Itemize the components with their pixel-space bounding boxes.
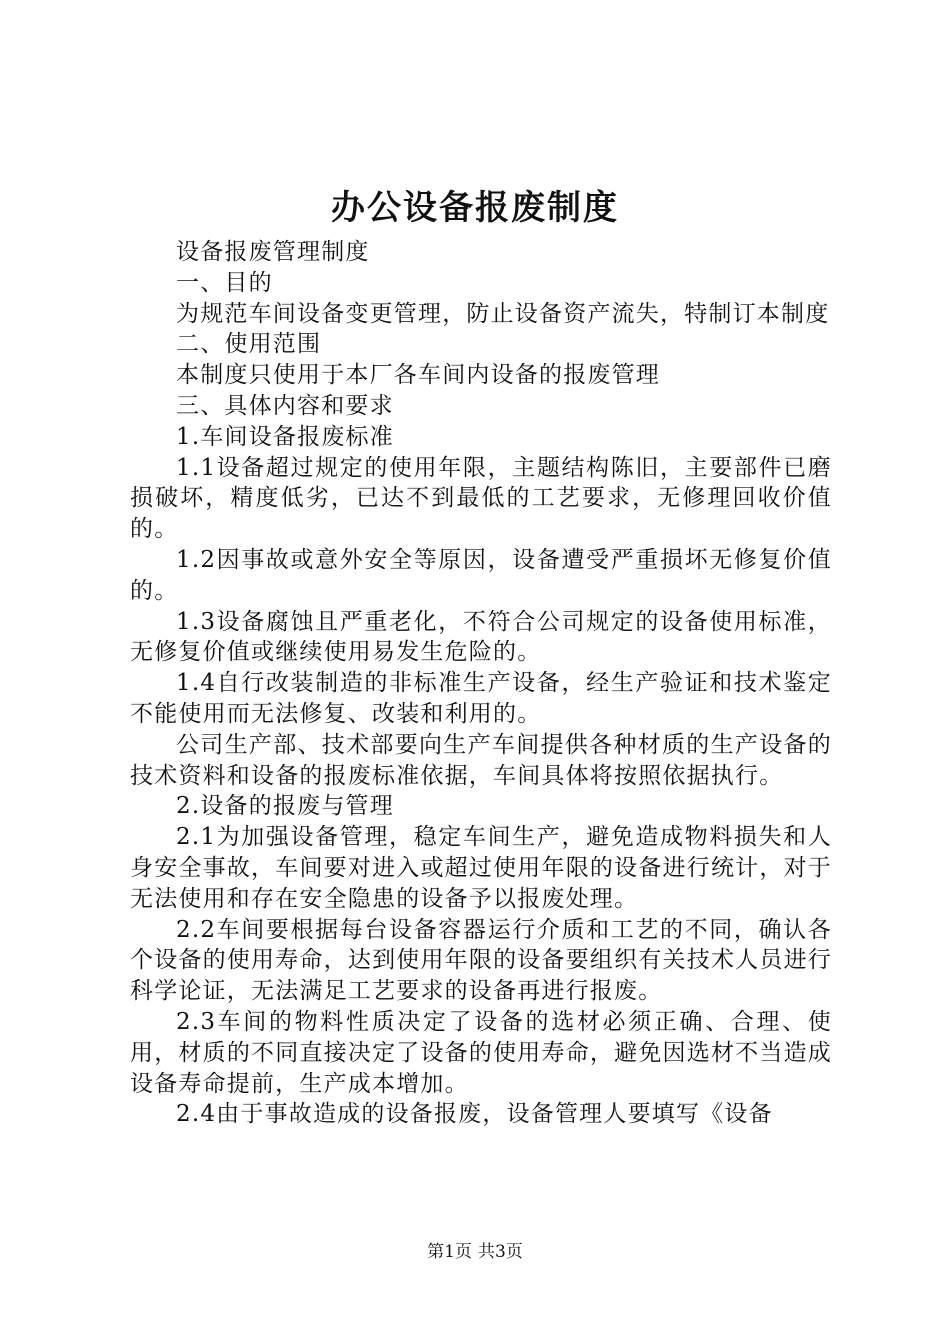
subsection-heading-standards: 1.车间设备报废标准	[176, 423, 394, 450]
document-body	[130, 237, 832, 1130]
paragraph-1-3: 1.3设备腐蚀且严重老化，不符合公司规定的设备使用标准，无修复价值或继续使用易发生危险的。	[130, 608, 832, 666]
section-heading-scope: 二、使用范围	[176, 331, 322, 358]
paragraph-1-1: 1.1设备超过规定的使用年限，主题结构陈旧，主要部件已磨损破坏，精度低劣，已达不到最低的工艺要求，无修理回收价值的。	[130, 454, 832, 543]
paragraph-2-3: 2.3车间的物料性质决定了设备的选材必须正确、合理、使用，材质的不同直接决定了设备的使用寿命，避免因选材不当造成设备寿命提前，生产成本增加。	[130, 1008, 832, 1097]
page-total: 共3页	[478, 1242, 523, 1262]
paragraph-standards-note: 公司生产部、技术部要向生产车间提供各种材质的生产设备的技术资料和设备的报废标准依据，车间具体将按照依据执行。	[130, 731, 832, 789]
page-number: 第1页	[427, 1242, 472, 1262]
paragraph-purpose: 为规范车间设备变更管理，防止设备资产流失，特制订本制度	[176, 300, 830, 327]
page-footer	[0, 1240, 950, 1264]
paragraph-1-4: 1.4自行改装制造的非标准生产设备，经生产验证和技术鉴定不能使用而无法修复、改装和利用的。	[130, 670, 832, 727]
paragraph-heading: 设备报废管理制度	[176, 239, 370, 265]
paragraph-1-2: 1.2因事故或意外安全等原因，设备遭受严重损坏无修复价值的。	[130, 546, 832, 604]
paragraph-2-4: 2.4由于事故造成的设备报废，设备管理人要填写《设备	[176, 1101, 773, 1128]
paragraph-2-2: 2.2车间要根据每台设备容器运行介质和工艺的不同，确认各个设备的使用寿命，达到使用年限的设备要组织有关技术人员进行科学论证，无法满足工艺要求的设备再进行报废。	[130, 916, 832, 1005]
section-heading-requirements: 三、具体内容和要求	[176, 392, 394, 419]
section-heading-purpose: 一、目的	[176, 269, 273, 296]
subsection-heading-management: 2.设备的报废与管理	[176, 793, 394, 820]
paragraph-scope: 本制度只使用于本厂各车间内设备的报废管理	[176, 362, 660, 389]
paragraph-2-1: 2.1为加强设备管理，稳定车间生产，避免造成物料损失和人身安全事故，车间要对进入或超过使用年限的设备进行统计，对于无法使用和存在安全隐患的设备予以报废处理。	[130, 824, 832, 912]
document-title: 办公设备报废制度	[331, 188, 619, 228]
